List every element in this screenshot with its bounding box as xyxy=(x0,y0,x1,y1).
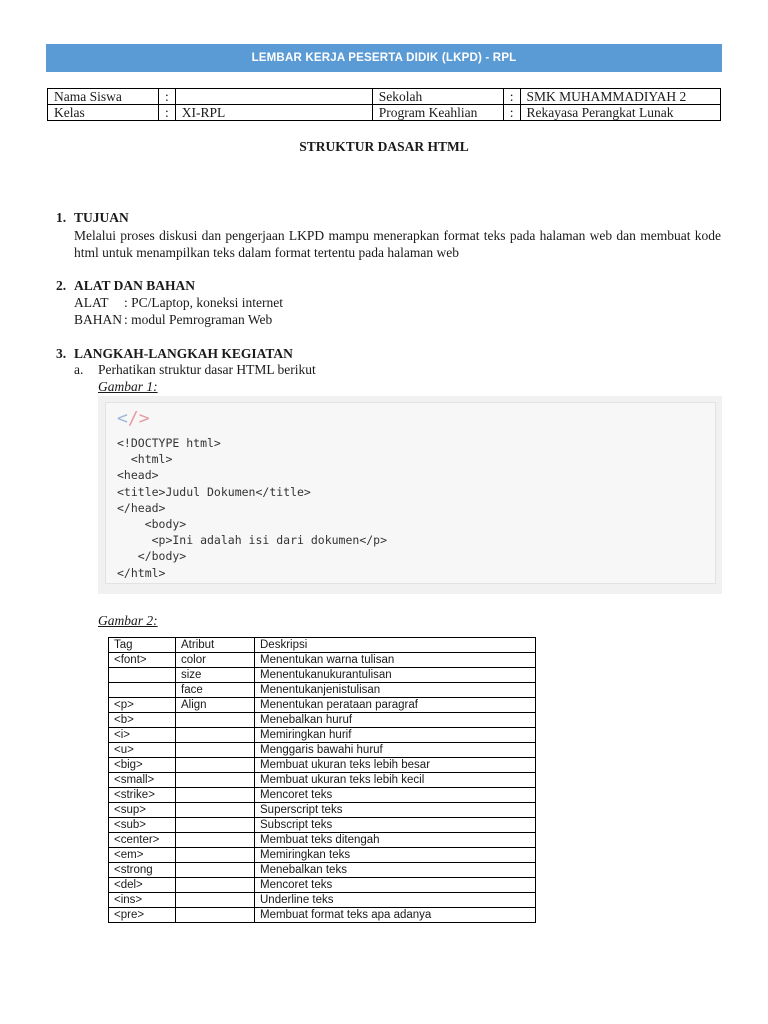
section-title: ALAT DAN BAHAN xyxy=(74,278,196,293)
atribut-cell xyxy=(176,788,255,803)
tag-cell: <center> xyxy=(109,833,176,848)
code-panel xyxy=(105,402,716,584)
tujuan-paragraph: Melalui proses diskusi dan pengerjaan LKPD mampu menerapkan format teks pada halaman web dan membuat kode html untuk menampilkan teks dalam format tertentu pada halaman web xyxy=(74,228,721,260)
angle-right-glyph: > xyxy=(138,408,150,429)
code-line: <html> xyxy=(117,452,173,467)
tag-cell: <strike> xyxy=(109,788,176,803)
angle-left-glyph: < xyxy=(117,408,128,429)
code-line: </body> xyxy=(117,549,187,564)
code-line: <p>Ini adalah isi dari dokumen</p> xyxy=(117,533,388,548)
table-row xyxy=(109,803,536,818)
tag-cell: <font> xyxy=(109,653,176,668)
deskripsi-cell: Membuat ukuran teks lebih besar xyxy=(255,758,536,773)
gambar-2-caption: Gambar 2: xyxy=(98,613,158,628)
atribut-cell xyxy=(176,713,255,728)
alat-label: ALAT xyxy=(74,295,109,310)
step-a xyxy=(74,362,316,378)
atribut-cell xyxy=(176,833,255,848)
table-row xyxy=(109,818,536,833)
atribut-cell xyxy=(176,878,255,893)
atribut-cell: size xyxy=(176,668,255,683)
tag-cell: <big> xyxy=(109,758,176,773)
deskripsi-cell: Underline teks xyxy=(255,893,536,908)
tag-cell: <sup> xyxy=(109,803,176,818)
label-program-keahlian: Program Keahlian xyxy=(372,105,503,121)
info-row xyxy=(48,89,721,105)
atribut-cell xyxy=(176,863,255,878)
table-row xyxy=(109,893,536,908)
deskripsi-cell: Superscript teks xyxy=(255,803,536,818)
section-2-heading xyxy=(56,278,195,294)
tag-cell: <p> xyxy=(109,698,176,713)
code-line: <!DOCTYPE html> xyxy=(117,436,221,450)
tag-cell xyxy=(109,668,176,683)
table-row xyxy=(109,848,536,863)
table-header-row xyxy=(109,638,536,653)
atribut-cell: color xyxy=(176,653,255,668)
tag-cell: <del> xyxy=(109,878,176,893)
alat-value: : PC/Laptop, koneksi internet xyxy=(124,295,283,310)
table-row xyxy=(109,743,536,758)
code-tag-icon xyxy=(117,409,150,429)
deskripsi-cell: Memiringkan hurif xyxy=(255,728,536,743)
section-3-heading xyxy=(56,346,293,362)
label-kelas: Kelas xyxy=(48,105,159,121)
deskripsi-cell: Menebalkan huruf xyxy=(255,713,536,728)
value-kelas: XI-RPL xyxy=(175,105,372,121)
section-title: LANGKAH-LANGKAH KEGIATAN xyxy=(74,346,293,361)
code-line: </html> xyxy=(117,565,166,580)
atribut-cell xyxy=(176,803,255,818)
code-lines xyxy=(117,435,387,581)
atribut-cell: Align xyxy=(176,698,255,713)
code-line: <head> xyxy=(117,468,159,483)
table-row xyxy=(109,758,536,773)
atribut-cell xyxy=(176,908,255,923)
value-sekolah: SMK MUHAMMADIYAH 2 xyxy=(520,89,720,105)
gambar-1-caption: Gambar 1: xyxy=(98,379,158,394)
deskripsi-cell: Mencoret teks xyxy=(255,878,536,893)
alat-line xyxy=(74,295,283,311)
label-sekolah: Sekolah xyxy=(372,89,503,105)
separator: : xyxy=(503,89,520,105)
code-line: <body> xyxy=(117,516,187,531)
tag-cell: <small> xyxy=(109,773,176,788)
code-line: </head> xyxy=(117,500,166,515)
deskripsi-cell: Menggaris bawahi huruf xyxy=(255,743,536,758)
table-row xyxy=(109,698,536,713)
deskripsi-cell: Menentukanjenistulisan xyxy=(255,683,536,698)
separator: : xyxy=(503,105,520,121)
section-number: 2. xyxy=(56,278,67,293)
table-row xyxy=(109,878,536,893)
atribut-cell xyxy=(176,743,255,758)
table-row xyxy=(109,728,536,743)
tag-cell xyxy=(109,683,176,698)
tag-cell: <b> xyxy=(109,713,176,728)
table-row xyxy=(109,773,536,788)
deskripsi-cell: Membuat teks ditengah xyxy=(255,833,536,848)
table-row xyxy=(109,863,536,878)
deskripsi-cell: Subscript teks xyxy=(255,818,536,833)
tag-cell: <pre> xyxy=(109,908,176,923)
bahan-label: BAHAN xyxy=(74,312,123,327)
atribut-cell xyxy=(176,773,255,788)
separator: : xyxy=(159,89,176,105)
section-number: 3. xyxy=(56,346,67,361)
deskripsi-cell: Membuat ukuran teks lebih kecil xyxy=(255,773,536,788)
deskripsi-cell: Menebalkan teks xyxy=(255,863,536,878)
bahan-value: : modul Pemrograman Web xyxy=(124,312,273,327)
tag-cell: <em> xyxy=(109,848,176,863)
tag-cell: <strong xyxy=(109,863,176,878)
table-row xyxy=(109,653,536,668)
info-row xyxy=(48,105,721,121)
slash-glyph: / xyxy=(127,408,139,429)
document-title: STRUKTUR DASAR HTML xyxy=(299,139,469,154)
atribut-cell xyxy=(176,728,255,743)
header-atribut: Atribut xyxy=(176,638,255,653)
value-program-keahlian: Rekayasa Perangkat Lunak xyxy=(520,105,720,121)
table-row xyxy=(109,788,536,803)
step-text: Perhatikan struktur dasar HTML berikut xyxy=(98,362,316,377)
header-deskripsi: Deskripsi xyxy=(255,638,536,653)
atribut-cell xyxy=(176,893,255,908)
worksheet-banner: LEMBAR KERJA PESERTA DIDIK (LKPD) - RPL xyxy=(46,44,722,72)
table-row xyxy=(109,908,536,923)
tag-cell: <sub> xyxy=(109,818,176,833)
deskripsi-cell: Membuat format teks apa adanya xyxy=(255,908,536,923)
tag-cell: <u> xyxy=(109,743,176,758)
atribut-cell: face xyxy=(176,683,255,698)
bahan-line xyxy=(74,312,272,328)
atribut-cell xyxy=(176,758,255,773)
atribut-cell xyxy=(176,848,255,863)
deskripsi-cell: Mencoret teks xyxy=(255,788,536,803)
section-title: TUJUAN xyxy=(74,210,129,225)
tag-cell: <i> xyxy=(109,728,176,743)
step-marker: a. xyxy=(74,362,84,377)
header-tag: Tag xyxy=(109,638,176,653)
table-row xyxy=(109,683,536,698)
html-tag-table xyxy=(108,637,536,923)
table-row xyxy=(109,833,536,848)
code-line: <title>Judul Dokumen</title> xyxy=(117,484,311,499)
tag-table-body xyxy=(109,638,536,923)
deskripsi-cell: Menentukan perataan paragraf xyxy=(255,698,536,713)
label-nama-siswa: Nama Siswa xyxy=(48,89,159,105)
tag-cell: <ins> xyxy=(109,893,176,908)
section-1-heading xyxy=(56,210,129,226)
atribut-cell xyxy=(176,818,255,833)
code-example-figure xyxy=(98,396,722,594)
table-row xyxy=(109,668,536,683)
section-number: 1. xyxy=(56,210,67,225)
separator: : xyxy=(159,105,176,121)
deskripsi-cell: Memiringkan teks xyxy=(255,848,536,863)
value-nama-siswa xyxy=(175,89,372,105)
table-row xyxy=(109,713,536,728)
deskripsi-cell: Menentukan warna tulisan xyxy=(255,653,536,668)
deskripsi-cell: Menentukanukurantulisan xyxy=(255,668,536,683)
student-info-table xyxy=(47,88,721,121)
